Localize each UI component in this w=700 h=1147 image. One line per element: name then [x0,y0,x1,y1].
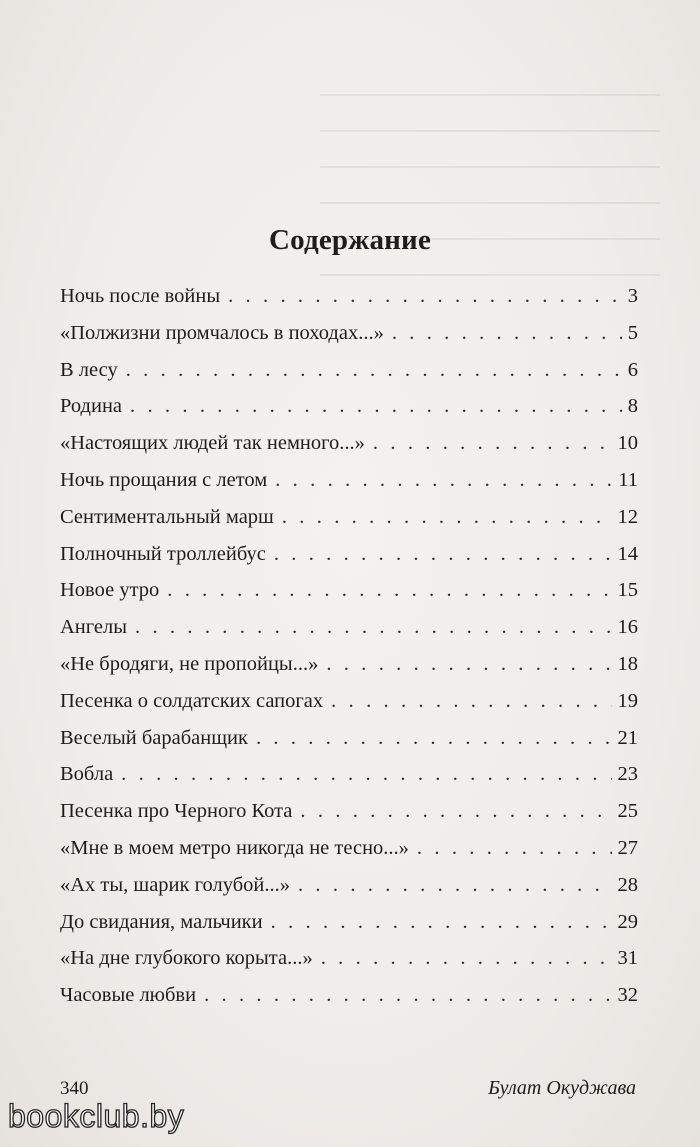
toc-entry [60,653,638,690]
toc-entry [60,359,638,396]
toc-entry-page: 12 [617,505,638,528]
toc-entry-page: 19 [617,689,638,712]
toc-entry-title: Песенка о солдатских сапогах [60,689,324,712]
toc-entry-title: Ночь после войны [60,285,221,307]
running-footer-author: Булат Окуджава [488,1077,636,1099]
toc-entry [60,616,638,653]
dot-leader [275,469,612,492]
toc-entry-page: 15 [617,579,638,602]
toc-entry-title: Ночь прощания с летом [60,468,268,491]
toc-entry [60,800,638,837]
toc-entry [60,432,638,469]
dot-leader [392,322,622,345]
toc-entry-page: 32 [617,984,638,1007]
toc-entry [60,837,638,874]
toc-entry-title: Песенка про Черного Кота [60,800,293,823]
toc-entry-page: 28 [617,873,638,896]
dot-leader [204,984,611,1007]
dot-leader [167,579,611,602]
toc-entry-title: Вобла [60,763,114,786]
dot-leader [331,690,611,713]
dot-leader [126,359,622,382]
toc-entry-page: 16 [617,616,638,639]
dot-leader [271,911,612,934]
dot-leader [417,837,612,860]
dot-leader [121,763,611,786]
dot-leader [274,543,612,566]
toc-entry [60,322,638,359]
toc-entry-page: 18 [617,652,638,675]
toc-entry-title: Часовые любви [60,984,197,1007]
toc-entry-title: «Полжизни промчалось в походах...» [60,321,384,344]
dot-leader [135,616,611,639]
dot-leader [321,947,612,970]
toc-entry-page: 10 [617,432,638,455]
watermark: bookclub.by [8,1098,185,1134]
dot-leader [373,432,612,455]
toc-entry [60,543,638,580]
toc-entry-title: «Мне в моем метро никогда не тесно...» [60,836,409,859]
toc-entry-title: «На дне глубокого корыта...» [60,947,313,970]
toc-entry-title: Родина [60,395,123,418]
toc-entry [60,874,638,911]
toc-entry-page: 27 [617,836,638,859]
toc-entry [60,579,638,616]
toc-entry-title: «Настоящих людей так немного...» [60,432,365,455]
toc-entry-page: 14 [617,542,638,565]
toc-entry [60,947,638,984]
toc-entry-title: Ангелы [60,616,128,639]
dot-leader [256,727,612,750]
page-number: 340 [60,1078,89,1099]
toc-entry [60,506,638,543]
toc-entry [60,727,638,764]
toc-entry-title: Полночный троллейбус [60,542,266,565]
toc-entry-page: 25 [617,800,638,823]
toc-entry [60,395,638,432]
page-title: Содержание [268,224,432,257]
dot-leader [300,800,611,823]
dot-leader [228,285,622,308]
toc-entry [60,690,638,727]
toc-entry-page: 21 [617,726,638,749]
toc-entry [60,984,638,1021]
toc-entry-page: 6 [627,358,638,381]
toc-entry [60,469,638,506]
toc-entry-page: 8 [627,395,638,418]
toc-entry-title: «Не бродяги, не пропойцы...» [60,652,319,675]
toc-entry-page: 3 [627,285,638,307]
toc-entry-page: 31 [617,947,638,970]
dot-leader [282,506,612,529]
toc-entry-page: 11 [618,468,638,491]
dot-leader [326,653,611,676]
dot-leader [130,395,622,418]
toc-entry-title: Новое утро [60,579,160,602]
toc-entry-page: 5 [627,321,638,344]
toc-entry-title: В лесу [60,358,118,381]
toc-entry-title: До свидания, мальчики [60,910,263,933]
toc-entry-title: «Ах ты, шарик голубой...» [60,873,290,896]
dot-leader [298,874,612,897]
toc-entry-page: 23 [617,763,638,786]
toc-entry-title: Веселый барабанщик [60,726,248,749]
toc-entry-title: Сентиментальный марш [60,505,274,528]
toc-entry-page: 29 [617,910,638,933]
toc-entry [60,911,638,948]
toc-entry [60,763,638,800]
toc-entry [60,285,638,322]
table-of-contents [60,285,638,1021]
